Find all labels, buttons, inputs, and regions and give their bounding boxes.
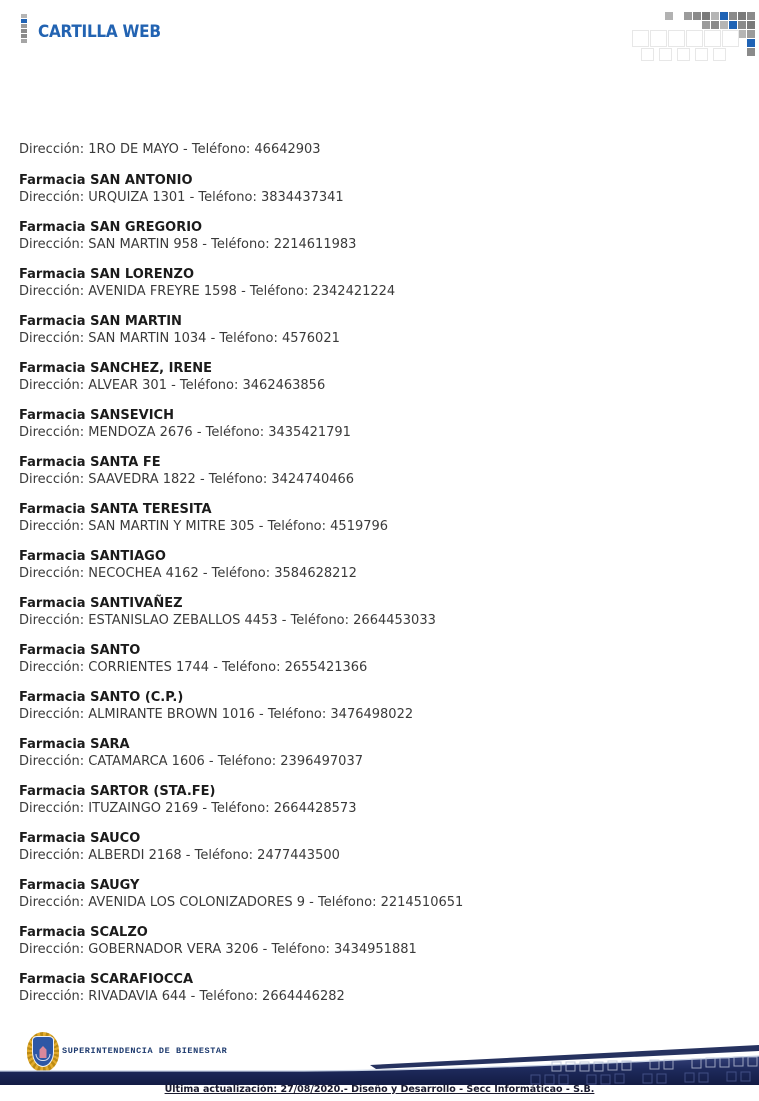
pixel-square bbox=[21, 39, 27, 43]
pharmacy-address-phone: Dirección: ALMIRANTE BROWN 1016 - Teléfono: 3476498022 bbox=[19, 707, 414, 722]
pharmacy-address-phone: Dirección: CATAMARCA 1606 - Teléfono: 2396497037 bbox=[19, 754, 363, 769]
pixel-square bbox=[695, 48, 708, 61]
pixel-square bbox=[21, 24, 27, 28]
pharmacy-address-phone: Dirección: GOBERNADOR VERA 3206 - Teléfono: 3434951881 bbox=[19, 942, 417, 957]
pixel-square bbox=[747, 30, 755, 38]
pharmacy-name: Farmacia SANTIVAÑEZ bbox=[19, 596, 183, 611]
pharmacy-entry bbox=[19, 266, 740, 300]
pixel-square bbox=[720, 21, 728, 29]
pixel-square bbox=[686, 30, 703, 47]
pixel-square bbox=[722, 30, 739, 47]
pharmacy-address-phone: Dirección: SAAVEDRA 1822 - Teléfono: 3424740466 bbox=[19, 472, 355, 487]
pharmacy-entry bbox=[19, 313, 740, 347]
pixel-square bbox=[704, 30, 721, 47]
pixel-square bbox=[668, 30, 685, 47]
pixel-square bbox=[641, 48, 654, 61]
pharmacy-address-phone: Dirección: CORRIENTES 1744 - Teléfono: 2655421366 bbox=[19, 660, 368, 675]
pharmacy-name: Farmacia SAUCO bbox=[19, 831, 141, 846]
pixel-square bbox=[738, 12, 746, 20]
organization-name: SUPERINTENDENCIA DE BIENESTAR bbox=[62, 1046, 228, 1056]
pharmacy-entry bbox=[19, 689, 740, 723]
pharmacy-name: Farmacia SARA bbox=[19, 737, 130, 752]
pharmacy-name: Farmacia SAN LORENZO bbox=[19, 267, 195, 282]
pixel-square bbox=[21, 34, 27, 38]
pixel-square bbox=[665, 12, 673, 20]
pharmacy-entry bbox=[19, 407, 740, 441]
pixel-square bbox=[747, 21, 755, 29]
pharmacy-name: Farmacia SANCHEZ, IRENE bbox=[19, 361, 213, 376]
pharmacy-address-phone: Dirección: ESTANISLAO ZEBALLOS 4453 - Teléfono: 2664453033 bbox=[19, 613, 436, 628]
pharmacy-address-phone: Dirección: SAN MARTIN Y MITRE 305 - Teléfono: 4519796 bbox=[19, 519, 389, 534]
pixel-square bbox=[677, 48, 690, 61]
header-pixel-decoration bbox=[619, 0, 759, 60]
pharmacy-name: Farmacia SANTA TERESITA bbox=[19, 502, 212, 517]
footer-wave bbox=[0, 1038, 759, 1088]
pixel-square bbox=[684, 12, 692, 20]
pharmacy-address-phone: Dirección: AVENIDA FREYRE 1598 - Teléfono: 2342421224 bbox=[19, 284, 396, 299]
pharmacy-entry bbox=[19, 877, 740, 911]
pharmacy-entry bbox=[19, 783, 740, 817]
last-update-note: Última actualización: 27/08/2020.- Diseño y Desarrollo - Secc Informáticao - S.B. bbox=[164, 1084, 595, 1095]
pharmacy-name: Farmacia SANTIAGO bbox=[19, 549, 166, 564]
pixel-square bbox=[659, 48, 672, 61]
pharmacy-name: Farmacia SCARAFIOCCA bbox=[19, 972, 194, 987]
pixel-square bbox=[738, 30, 746, 38]
pixel-square bbox=[632, 30, 649, 47]
pixel-square bbox=[21, 19, 27, 23]
pharmacy-entry bbox=[19, 548, 740, 582]
brand-pixel-column-icon bbox=[21, 14, 27, 46]
pharmacy-name: Farmacia SAN MARTIN bbox=[19, 314, 182, 329]
pharmacy-name: Farmacia SANSEVICH bbox=[19, 408, 174, 423]
pharmacy-address-phone: Dirección: SAN MARTIN 958 - Teléfono: 2214611983 bbox=[19, 237, 357, 252]
pharmacy-address-phone: Dirección: 1RO DE MAYO - Teléfono: 46642903 bbox=[19, 142, 321, 157]
pharmacy-name: Farmacia SCALZO bbox=[19, 925, 148, 940]
pixel-square bbox=[720, 12, 728, 20]
pharmacy-entry bbox=[19, 595, 740, 629]
pharmacy-entry bbox=[19, 924, 740, 958]
page-header bbox=[0, 0, 759, 60]
pharmacy-entry bbox=[19, 172, 740, 206]
pharmacy-entry bbox=[19, 642, 740, 676]
pixel-square bbox=[711, 21, 719, 29]
pharmacy-name: Farmacia SAN ANTONIO bbox=[19, 173, 193, 188]
pharmacy-list bbox=[19, 141, 740, 1018]
pharmacy-name: Farmacia SAUGY bbox=[19, 878, 140, 893]
page-footer bbox=[0, 1028, 759, 1101]
pharmacy-name: Farmacia SARTOR (STA.FE) bbox=[19, 784, 216, 799]
pharmacy-address-phone: Dirección: RIVADAVIA 644 - Teléfono: 2664446282 bbox=[19, 989, 345, 1004]
pharmacy-entry bbox=[19, 736, 740, 770]
pixel-square bbox=[702, 12, 710, 20]
pharmacy-name: Farmacia SAN GREGORIO bbox=[19, 220, 203, 235]
pixel-square bbox=[21, 29, 27, 33]
pharmacy-entry bbox=[19, 971, 740, 1005]
pixel-square bbox=[650, 30, 667, 47]
pharmacy-name: Farmacia SANTA FE bbox=[19, 455, 161, 470]
app-title: CARTILLA WEB bbox=[38, 22, 161, 42]
pharmacy-address-phone: Dirección: MENDOZA 2676 - Teléfono: 3435421791 bbox=[19, 425, 351, 440]
pixel-square bbox=[747, 39, 755, 47]
pharmacy-entry bbox=[19, 454, 740, 488]
pharmacy-name: Farmacia SANTO (C.P.) bbox=[19, 690, 184, 705]
pharmacy-address-phone: Dirección: AVENIDA LOS COLONIZADORES 9 - Teléfono: 2214510651 bbox=[19, 895, 464, 910]
pharmacy-entry bbox=[19, 830, 740, 864]
pharmacy-entry bbox=[19, 360, 740, 394]
pixel-square bbox=[711, 12, 719, 20]
pharmacy-address-phone: Dirección: SAN MARTIN 1034 - Teléfono: 4576021 bbox=[19, 331, 340, 346]
pixel-square bbox=[693, 12, 701, 20]
pharmacy-address-phone: Dirección: URQUIZA 1301 - Teléfono: 3834437341 bbox=[19, 190, 344, 205]
pharmacy-address-phone: Dirección: NECOCHEA 4162 - Teléfono: 3584628212 bbox=[19, 566, 357, 581]
pharmacy-entry bbox=[19, 219, 740, 253]
pixel-square bbox=[729, 21, 737, 29]
pixel-square bbox=[21, 14, 27, 18]
pixel-square bbox=[713, 48, 726, 61]
pixel-square bbox=[729, 12, 737, 20]
pixel-square bbox=[747, 48, 755, 56]
pharmacy-name: Farmacia SANTO bbox=[19, 643, 141, 658]
pharmacy-address-phone: Dirección: ALVEAR 301 - Teléfono: 3462463856 bbox=[19, 378, 326, 393]
pharmacy-address-phone: Dirección: ALBERDI 2168 - Teléfono: 2477443500 bbox=[19, 848, 340, 863]
pharmacy-entry bbox=[19, 501, 740, 535]
pixel-square bbox=[702, 21, 710, 29]
pixel-square bbox=[738, 21, 746, 29]
pharmacy-address-phone: Dirección: ITUZAINGO 2169 - Teléfono: 2664428573 bbox=[19, 801, 357, 816]
pixel-square bbox=[747, 12, 755, 20]
